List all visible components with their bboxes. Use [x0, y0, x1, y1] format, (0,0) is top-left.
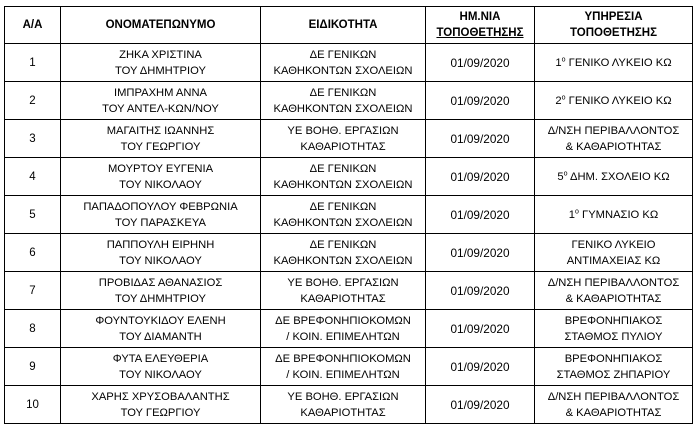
table-row	[5, 310, 693, 348]
cell-name	[61, 44, 261, 82]
cell-name	[61, 82, 261, 120]
cell-aa: 1	[5, 44, 61, 82]
service-name: ΓΕΝΙΚΟ ΛΥΚΕΙΟ ΚΩ	[565, 56, 672, 69]
specialty-line1: ΥΕ ΒΟΗΘ. ΕΡΓΑΣΙΩΝ	[287, 276, 399, 289]
cell-specialty	[261, 196, 426, 234]
specialty-line2: ΚΑΘΗΚΟΝΤΩΝ ΣΧΟΛΕΙΩΝ	[273, 64, 413, 77]
name-line1: ΙΜΠΡΑΧΗΜ ΑΝΝΑ	[113, 86, 208, 99]
cell-name	[61, 272, 261, 310]
cell-aa: 8	[5, 310, 61, 348]
name-line2: ΤΟΥ ΝΙΚΟΛΑΟΥ	[119, 368, 202, 381]
table-row	[5, 272, 693, 310]
cell-date: 01/09/2020	[426, 348, 535, 386]
service-ordinal: 2	[555, 94, 562, 107]
name-line2: ΤΟΥ ΔΙΑΜΑΝΤΗ	[119, 330, 202, 343]
cell-name	[61, 386, 261, 424]
name-line1: ΠΑΠΑΔΟΠΟΥΛΟΥ ΦΕΒΡΩΝΙΑ	[83, 200, 238, 213]
name-line1: ΜΟΥΡΤΟΥ ΕΥΓΕΝΙΑ	[107, 162, 214, 175]
service-line2: & ΚΑΘΑΡΙΟΤΗΤΑΣ	[565, 292, 662, 305]
cell-specialty	[261, 386, 426, 424]
specialty-line2: / ΚΟΙΝ. ΕΠΙΜΕΛΗΤΩΝ	[286, 330, 400, 343]
service-name: ΓΥΜΝΑΣΙΟ ΚΩ	[578, 208, 659, 221]
name-line1: ΠΑΠΠΟΥΛΗ ΕΙΡΗΝΗ	[106, 238, 215, 251]
cell-specialty	[261, 158, 426, 196]
service-line1: Δ/ΝΣΗ ΠΕΡΙΒΑΛΛΟΝΤΟΣ	[547, 276, 680, 289]
name-line1: ΦΥΤΑ ΕΛΕΥΘΕΡΙΑ	[112, 352, 209, 365]
cell-date: 01/09/2020	[426, 158, 535, 196]
service-line1: Δ/ΝΣΗ ΠΕΡΙΒΑΛΛΟΝΤΟΣ	[547, 390, 680, 403]
cell-service	[535, 82, 693, 120]
header-date	[426, 7, 535, 44]
cell-service	[535, 44, 693, 82]
service-line	[537, 207, 690, 223]
service-line2: ΣΤΑΘΜΟΣ ΖΗΠΑΡΙΟΥ	[556, 368, 671, 381]
name-line1: ΜΑΓΑΙΤΗΣ ΙΩΑΝΝΗΣ	[106, 124, 215, 137]
service-line1: ΒΡΕΦΟΝΗΠΙΑΚΟΣ	[564, 314, 663, 327]
cell-aa: 5	[5, 196, 61, 234]
cell-date: 01/09/2020	[426, 234, 535, 272]
cell-specialty	[261, 234, 426, 272]
cell-date: 01/09/2020	[426, 386, 535, 424]
cell-service	[535, 234, 693, 272]
cell-specialty	[261, 44, 426, 82]
placements-table	[4, 6, 693, 424]
cell-name	[61, 120, 261, 158]
cell-specialty	[261, 120, 426, 158]
specialty-line1: ΔΕ ΓΕΝΙΚΩΝ	[309, 200, 377, 213]
specialty-line1: ΔΕ ΓΕΝΙΚΩΝ	[309, 162, 377, 175]
service-name: ΓΕΝΙΚΟ ΛΥΚΕΙΟ ΚΩ	[565, 94, 672, 107]
name-line2: ΤΟΥ ΝΙΚΟΛΑΟΥ	[119, 254, 202, 267]
service-line	[537, 93, 690, 109]
table-row	[5, 196, 693, 234]
cell-service	[535, 196, 693, 234]
service-line	[537, 55, 690, 71]
cell-aa: 3	[5, 120, 61, 158]
cell-service	[535, 348, 693, 386]
name-line2: ΤΟΥ ΔΗΜΗΤΡΙΟΥ	[115, 292, 206, 305]
service-name: ΔΗΜ. ΣΧΟΛΕΙΟ ΚΩ	[567, 170, 670, 183]
service-line1: ΓΕΝΙΚΟ ΛΥΚΕΙΟ	[571, 238, 656, 251]
cell-specialty	[261, 310, 426, 348]
service-line1: ΒΡΕΦΟΝΗΠΙΑΚΟΣ	[564, 352, 663, 365]
service-line2: ΑΝΤΙΜΑΧΕΙΑΣ ΚΩ	[566, 254, 661, 267]
cell-aa: 4	[5, 158, 61, 196]
table-row	[5, 82, 693, 120]
header-date-line1: ΗΜ.ΝΙΑ	[459, 11, 501, 23]
specialty-line2: ΚΑΘΗΚΟΝΤΩΝ ΣΧΟΛΕΙΩΝ	[273, 178, 413, 191]
table-row	[5, 234, 693, 272]
service-line2: & ΚΑΘΑΡΙΟΤΗΤΑΣ	[565, 140, 662, 153]
service-ordinal-suffix: ο	[575, 207, 579, 215]
service-ordinal: 1	[555, 56, 562, 69]
cell-specialty	[261, 348, 426, 386]
service-line2: ΣΤΑΘΜΟΣ ΠΥΛΙΟΥ	[564, 330, 663, 343]
table-row	[5, 44, 693, 82]
table-row	[5, 120, 693, 158]
cell-aa: 10	[5, 386, 61, 424]
specialty-line1: ΔΕ ΒΡΕΦΟΝΗΠΙΟΚΟΜΩΝ	[275, 352, 411, 365]
header-service-line2: ΤΟΠΟΘΕΤΗΣΗΣ	[569, 27, 658, 39]
cell-specialty	[261, 82, 426, 120]
header-specialty: ΕΙΔΙΚΟΤΗΤΑ	[261, 7, 426, 44]
name-line1: ΠΡΟΒΙΔΑΣ ΑΘΑΝΑΣΙΟΣ	[98, 276, 223, 289]
cell-date: 01/09/2020	[426, 196, 535, 234]
cell-aa: 6	[5, 234, 61, 272]
specialty-line1: ΔΕ ΒΡΕΦΟΝΗΠΙΟΚΟΜΩΝ	[275, 314, 411, 327]
table-row	[5, 158, 693, 196]
cell-name	[61, 158, 261, 196]
name-line2: ΤΟΥ ΓΕΩΡΓΙΟΥ	[120, 406, 201, 419]
specialty-line1: ΥΕ ΒΟΗΘ. ΕΡΓΑΣΙΩΝ	[287, 390, 399, 403]
name-line2: ΤΟΥ ΔΗΜΗΤΡΙΟΥ	[115, 64, 206, 77]
cell-service	[535, 158, 693, 196]
cell-aa: 2	[5, 82, 61, 120]
specialty-line2: ΚΑΘΑΡΙΟΤΗΤΑΣ	[300, 140, 386, 153]
header-service	[535, 7, 693, 44]
name-line1: ΦΟΥΝΤΟΥΚΙΔΟΥ ΕΛΕΝΗ	[95, 314, 226, 327]
cell-date: 01/09/2020	[426, 310, 535, 348]
name-line1: ΧΑΡΗΣ ΧΡΥΣΟΒΑΛΑΝΤΗΣ	[91, 390, 230, 403]
cell-service	[535, 386, 693, 424]
specialty-line2: ΚΑΘΗΚΟΝΤΩΝ ΣΧΟΛΕΙΩΝ	[273, 102, 413, 115]
service-ordinal: 5	[557, 170, 564, 183]
service-line1: Δ/ΝΣΗ ΠΕΡΙΒΑΛΛΟΝΤΟΣ	[547, 124, 680, 137]
service-ordinal-suffix: ο	[561, 55, 566, 63]
cell-service	[535, 310, 693, 348]
cell-name	[61, 310, 261, 348]
name-line1: ΖΗΚΑ ΧΡΙΣΤΙΝΑ	[119, 48, 202, 61]
table-row	[5, 348, 693, 386]
specialty-line2: ΚΑΘΗΚΟΝΤΩΝ ΣΧΟΛΕΙΩΝ	[273, 254, 413, 267]
specialty-line1: ΥΕ ΒΟΗΘ. ΕΡΓΑΣΙΩΝ	[287, 124, 399, 137]
cell-service	[535, 120, 693, 158]
service-line	[537, 169, 690, 185]
cell-date: 01/09/2020	[426, 82, 535, 120]
specialty-line1: ΔΕ ΓΕΝΙΚΩΝ	[309, 86, 377, 99]
name-line2: ΤΟΥ ΑΝΤΕΛ-ΚΩΝ/ΝΟΥ	[102, 102, 219, 115]
service-ordinal-suffix: ο	[563, 169, 568, 177]
service-ordinal-suffix: ο	[561, 93, 566, 101]
header-date-line2: ΤΟΠΟΘΕΤΗΣΗΣ	[436, 27, 524, 39]
specialty-line1: ΔΕ ΓΕΝΙΚΩΝ	[309, 48, 377, 61]
specialty-line2: ΚΑΘΑΡΙΟΤΗΤΑΣ	[300, 406, 386, 419]
cell-date: 01/09/2020	[426, 44, 535, 82]
service-ordinal: 1	[568, 208, 576, 221]
name-line2: ΤΟΥ ΠΑΡΑΣΚΕΥΑ	[115, 216, 206, 229]
header-aa: Α/Α	[5, 7, 61, 44]
cell-aa: 9	[5, 348, 61, 386]
cell-specialty	[261, 272, 426, 310]
specialty-line2: ΚΑΘΑΡΙΟΤΗΤΑΣ	[300, 292, 386, 305]
header-row	[5, 7, 693, 44]
cell-date: 01/09/2020	[426, 272, 535, 310]
specialty-line2: / ΚΟΙΝ. ΕΠΙΜΕΛΗΤΩΝ	[286, 368, 400, 381]
cell-date: 01/09/2020	[426, 120, 535, 158]
table-row	[5, 386, 693, 424]
cell-service	[535, 272, 693, 310]
cell-name	[61, 348, 261, 386]
specialty-line2: ΚΑΘΗΚΟΝΤΩΝ ΣΧΟΛΕΙΩΝ	[273, 216, 413, 229]
service-line2: & ΚΑΘΑΡΙΟΤΗΤΑΣ	[565, 406, 662, 419]
name-line2: ΤΟΥ ΓΕΩΡΓΙΟΥ	[120, 140, 201, 153]
cell-aa: 7	[5, 272, 61, 310]
name-line2: ΤΟΥ ΝΙΚΟΛΑΟΥ	[119, 178, 202, 191]
header-service-line1: ΥΠΗΡΕΣΙΑ	[584, 11, 643, 23]
cell-name	[61, 196, 261, 234]
cell-name	[61, 234, 261, 272]
specialty-line1: ΔΕ ΓΕΝΙΚΩΝ	[309, 238, 377, 251]
header-name: ΟΝΟΜΑΤΕΠΩΝΥΜΟ	[61, 7, 261, 44]
